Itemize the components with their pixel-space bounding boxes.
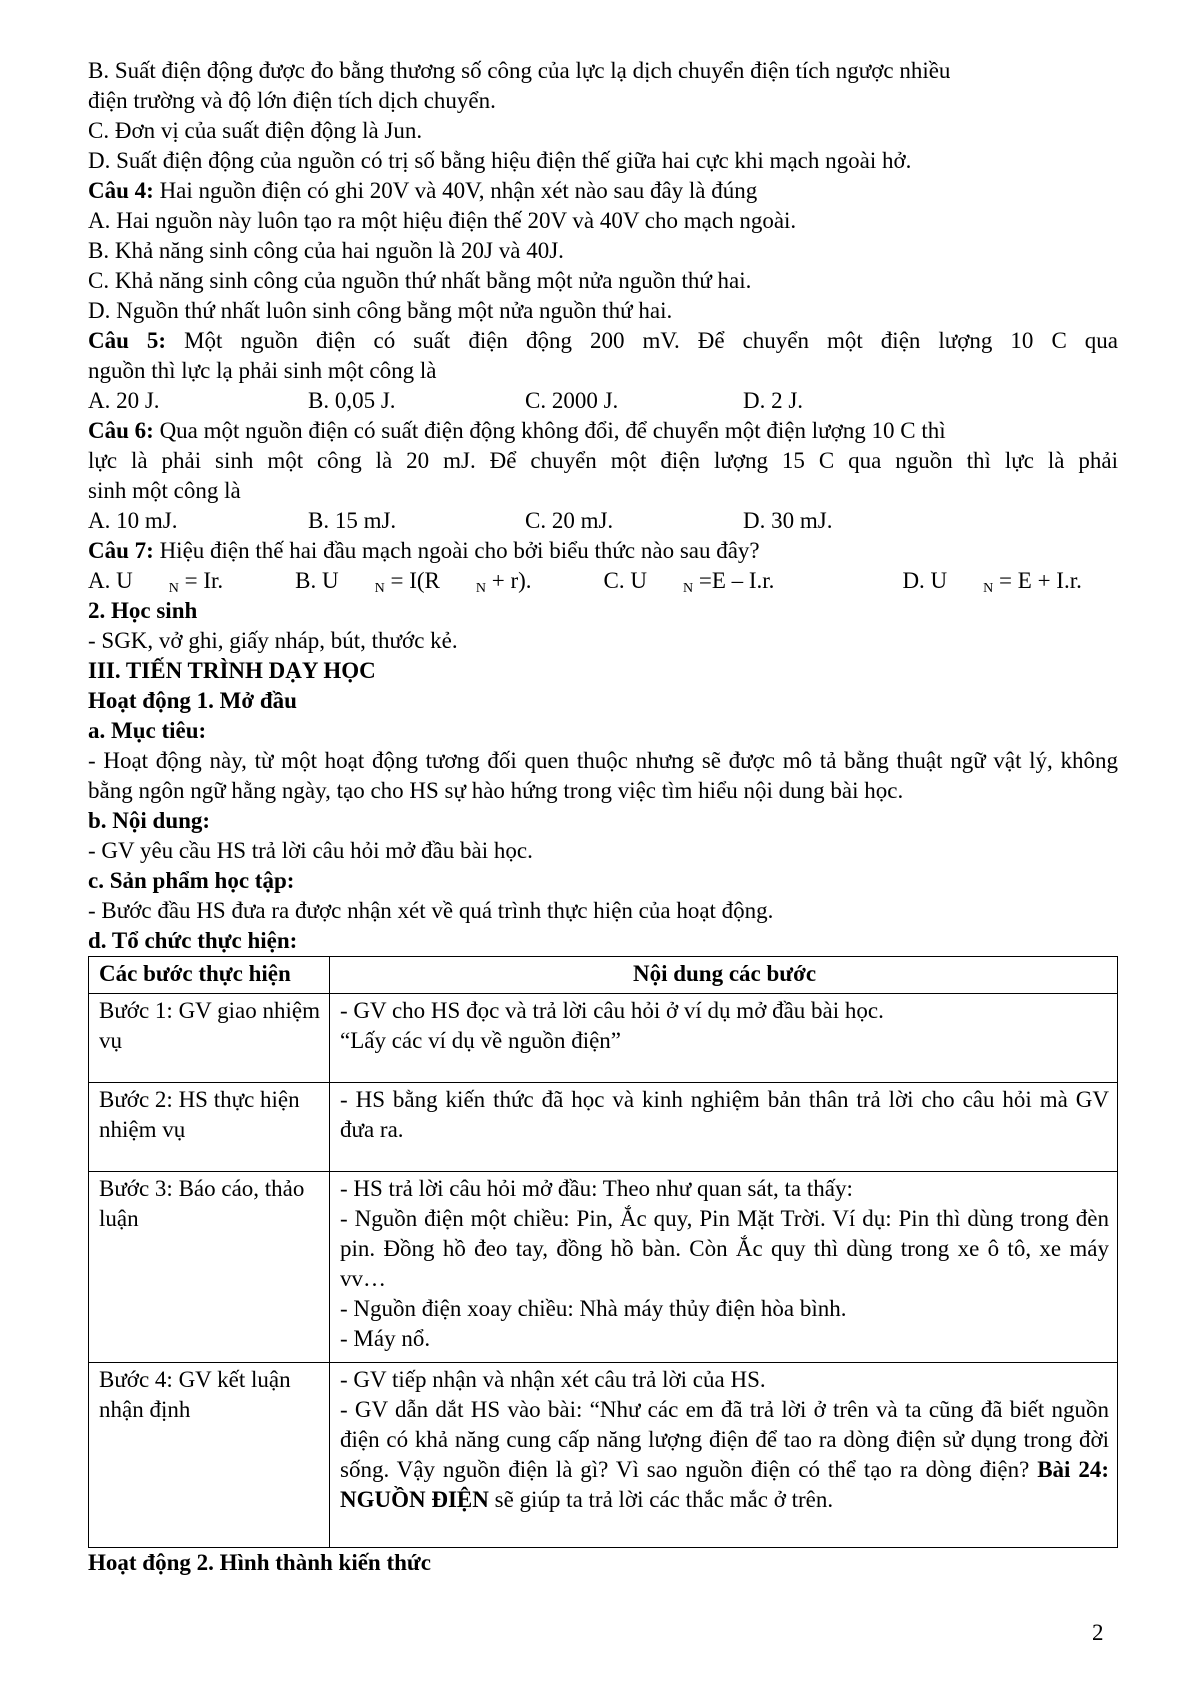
question-7 bbox=[88, 536, 1118, 566]
q5-option-c: C. 2000 J. bbox=[525, 388, 619, 413]
question-6-label: Câu 6: bbox=[88, 418, 154, 443]
q7-option-a: A. U $_N$ = Ir. bbox=[88, 568, 224, 596]
students-text: - SGK, vở ghi, giấy nháp, bút, thước kẻ. bbox=[88, 628, 458, 653]
question-6-line3: sinh một công là bbox=[88, 478, 241, 503]
q6-option-a: A. 10 mJ. bbox=[88, 508, 178, 533]
content-heading: b. Nội dung: bbox=[88, 808, 211, 833]
q4-option-c: C. Khả năng sinh công của nguồn thứ nhất bằng một nửa nguồn thứ hai. bbox=[88, 268, 752, 293]
table-row bbox=[89, 1083, 1118, 1172]
q6-option-d: D. 30 mJ. bbox=[743, 508, 833, 533]
q4-option-d: D. Nguồn thứ nhất luôn sinh công bằng một nửa nguồn thứ hai. bbox=[88, 298, 673, 323]
step-label: Bước 1: GV giao nhiệm vụ bbox=[89, 994, 330, 1083]
table-header-steps: Các bước thực hiện bbox=[89, 957, 330, 994]
table-row bbox=[89, 1363, 1118, 1548]
q7-option-d: D. U $_N$ = E + I.r. bbox=[902, 568, 1082, 596]
question-6-line1 bbox=[88, 416, 1118, 446]
table-header-row bbox=[89, 957, 1118, 994]
q3-option-d: D. Suất điện động của nguồn có trị số bằng hiệu điện thế giữa hai cực khi mạch ngoài hở. bbox=[88, 148, 912, 173]
students-heading: 2. Học sinh bbox=[88, 598, 198, 623]
question-5-line1 bbox=[88, 326, 1118, 356]
product-heading: c. Sản phẩm học tập: bbox=[88, 868, 295, 893]
question-6-text1: Qua một nguồn điện có suất điện động không đổi, để chuyển một điện lượng 10 C thì bbox=[153, 418, 946, 443]
step-content: - HS trả lời câu hỏi mở đầu: Theo như quan sát, ta thấy: - Nguồn điện một chiều: Pin, Ắc quy, Pin Mặt Trời. Ví dụ: Pin thì dùng trong đèn pin. Đồng hồ đeo tay, đồng hồ bàn. Còn Ắc quy thì dùng trong xe ô tô, xe máy vv… - Nguồn điện xoay chiều: Nhà máy thủy điện hòa bình. - Máy nổ. bbox=[330, 1172, 1118, 1363]
step-label: Bước 2: HS thực hiện nhiệm vụ bbox=[89, 1083, 330, 1172]
q6-option-b: B. 15 mJ. bbox=[308, 508, 397, 533]
activity-1-heading: Hoạt động 1. Mở đầu bbox=[88, 688, 297, 713]
goal-heading: a. Mục tiêu: bbox=[88, 718, 207, 743]
q7-options bbox=[88, 566, 1118, 596]
question-4 bbox=[88, 176, 1118, 206]
step-content: - GV tiếp nhận và nhận xét câu trả lời của HS. - GV dẫn dắt HS vào bài: “Như các em đã trả lời ở trên và ta cũng đã biết nguồn điện có khả năng cung cấp năng lượng điện để tao ra dòng điện sử dụng trong đời sống. Vậy nguồn điện là gì? Vì sao nguồn điện có thể tạo ra dòng điện? Bài 24: NGUỒN ĐIỆN sẽ giúp ta trả lời các thắc mắc ở trên. bbox=[330, 1363, 1118, 1548]
lesson-title: Bài 24: NGUỒN ĐIỆN bbox=[340, 1457, 1110, 1512]
q5-option-d: D. 2 J. bbox=[743, 388, 804, 413]
table-header-content: Nội dung các bước bbox=[330, 957, 1118, 994]
step-label: Bước 4: GV kết luận nhận định bbox=[89, 1363, 330, 1548]
q7-option-b: B. U $_N$ = I(R $_N$ + r). bbox=[295, 568, 532, 596]
section-3-heading: III. TIẾN TRÌNH DẠY HỌC bbox=[88, 658, 376, 683]
organization-heading: d. Tổ chức thực hiện: bbox=[88, 928, 298, 953]
q3-option-b-line1: B. Suất điện động được đo bằng thương số công của lực lạ dịch chuyển điện tích ngược nhiều bbox=[88, 58, 951, 83]
question-7-text: Hiệu điện thế hai đầu mạch ngoài cho bởi biểu thức nào sau đây? bbox=[153, 538, 760, 563]
table-row bbox=[89, 1172, 1118, 1363]
question-6-line2: lực là phải sinh một công là 20 mJ. Để chuyển một điện lượng 15 C qua nguồn thì lực là phải bbox=[88, 448, 1118, 473]
question-5-line2: nguồn thì lực lạ phải sinh một công là bbox=[88, 358, 437, 383]
question-4-label: Câu 4: bbox=[88, 178, 154, 203]
question-5-text1: Một nguồn điện có suất điện động 200 mV. Để chuyển một điện lượng 10 C qua bbox=[166, 328, 1119, 353]
q6-options bbox=[88, 506, 1118, 536]
content-text: - GV yêu cầu HS trả lời câu hỏi mở đầu bài học. bbox=[88, 838, 533, 863]
table-row bbox=[89, 994, 1118, 1083]
q3-option-b-line2: điện trường và độ lớn điện tích dịch chuyển. bbox=[88, 88, 496, 113]
q5-option-a: A. 20 J. bbox=[88, 388, 160, 413]
question-4-text: Hai nguồn điện có ghi 20V và 40V, nhận xét nào sau đây là đúng bbox=[153, 178, 758, 203]
page-number: 2 bbox=[1092, 1620, 1104, 1645]
step-content: - GV cho HS đọc và trả lời câu hỏi ở ví dụ mở đầu bài học. “Lấy các ví dụ về nguồn điện” bbox=[330, 994, 1118, 1083]
q6-option-c: C. 20 mJ. bbox=[525, 508, 614, 533]
q3-option-c: C. Đơn vị của suất điện động là Jun. bbox=[88, 118, 423, 143]
step-label: Bước 3: Báo cáo, thảo luận bbox=[89, 1172, 330, 1363]
q4-option-b: B. Khả năng sinh công của hai nguồn là 20J và 40J. bbox=[88, 238, 564, 263]
q7-option-c: C. U $_N$ =E – I.r. bbox=[603, 568, 775, 596]
step-content: - HS bằng kiến thức đã học và kinh nghiệm bản thân trả lời cho câu hỏi mà GV đưa ra. bbox=[330, 1083, 1118, 1172]
question-7-label: Câu 7: bbox=[88, 538, 154, 563]
q5-option-b: B. 0,05 J. bbox=[308, 388, 396, 413]
product-text: - Bước đầu HS đưa ra được nhận xét về quá trình thực hiện của hoạt động. bbox=[88, 898, 774, 923]
activity-2-heading: Hoạt động 2. Hình thành kiến thức bbox=[88, 1550, 431, 1575]
question-5-label: Câu 5: bbox=[88, 328, 167, 353]
q4-option-a: A. Hai nguồn này luôn tạo ra một hiệu điện thế 20V và 40V cho mạch ngoài. bbox=[88, 208, 797, 233]
steps-table bbox=[88, 956, 1118, 1548]
goal-text: - Hoạt động này, từ một hoạt động tương đối quen thuộc nhưng sẽ được mô tả bằng thuật ngữ vật lý, không bằng ngôn ngữ hằng ngày, tạo cho HS sự hào hứng trong việc tìm hiểu nội dung bài học. bbox=[88, 748, 1118, 803]
document-page bbox=[88, 56, 1118, 1578]
q5-options bbox=[88, 386, 1118, 416]
